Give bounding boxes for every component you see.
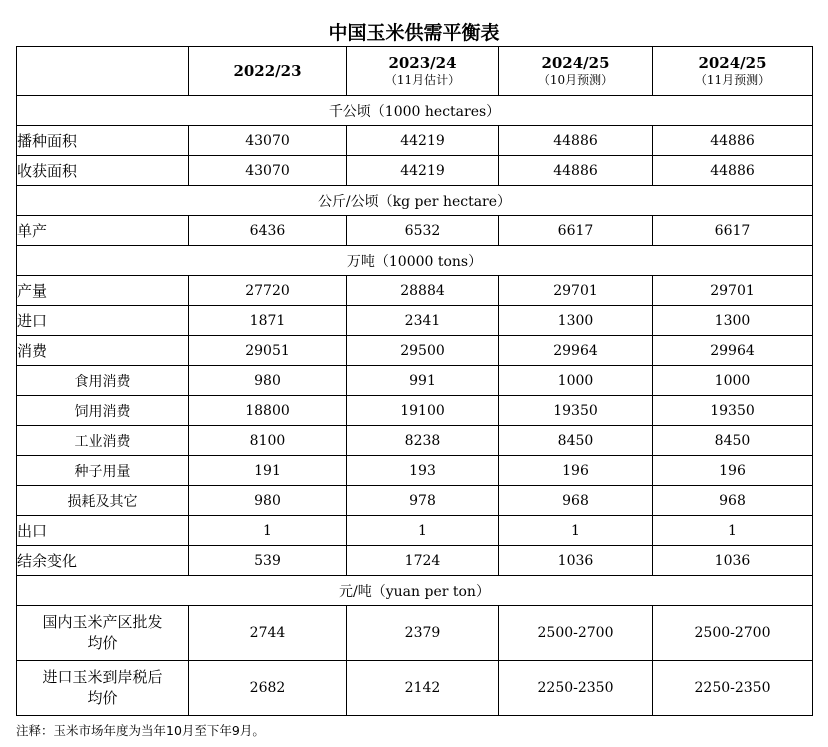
header-sub: （11月预测）: [694, 73, 771, 87]
row-label: 损耗及其它: [17, 486, 189, 516]
value-cell: 2500-2700: [499, 606, 653, 661]
table-row: [17, 366, 813, 396]
table-row: [17, 126, 813, 156]
value-cell: 44219: [347, 156, 499, 186]
value-cell: 2142: [347, 661, 499, 716]
value-cell: 980: [189, 366, 347, 396]
table-row: [17, 336, 813, 366]
unit-label: 元/吨（yuan per ton）: [17, 576, 813, 606]
value-cell: 1: [499, 516, 653, 546]
value-cell: 29964: [653, 336, 813, 366]
value-cell: 1000: [653, 366, 813, 396]
row-label: 进口: [17, 306, 189, 336]
value-cell: 980: [189, 486, 347, 516]
unit-label: 公斤/公顷（kg per hectare）: [17, 186, 813, 216]
value-cell: 991: [347, 366, 499, 396]
value-cell: 28884: [347, 276, 499, 306]
value-cell: 1036: [653, 546, 813, 576]
header-cell: [499, 47, 653, 96]
value-cell: 19350: [653, 396, 813, 426]
value-cell: 44219: [347, 126, 499, 156]
header-cell: [347, 47, 499, 96]
table-row: [17, 276, 813, 306]
value-cell: 29500: [347, 336, 499, 366]
row-label-line: 进口玉米到岸税后: [42, 668, 163, 686]
table-row: [17, 306, 813, 336]
row-label: 产量: [17, 276, 189, 306]
value-cell: 1036: [499, 546, 653, 576]
value-cell: 2744: [189, 606, 347, 661]
header-sub: （11月估计）: [384, 73, 461, 87]
row-label: 工业消费: [17, 426, 189, 456]
header-cell-blank: [17, 47, 189, 96]
row-label-line: 均价: [87, 634, 118, 652]
row-label: 消费: [17, 336, 189, 366]
header-cell: [653, 47, 813, 96]
header-year: 2024/25: [541, 54, 610, 72]
table-row: [17, 426, 813, 456]
value-cell: 1: [189, 516, 347, 546]
table-row: [17, 156, 813, 186]
unit-row: [17, 246, 813, 276]
value-cell: 2379: [347, 606, 499, 661]
row-label: 饲用消费: [17, 396, 189, 426]
value-cell: 8100: [189, 426, 347, 456]
value-cell: 6532: [347, 216, 499, 246]
footnote: 注释：玉米市场年度为当年10月至下年9月。: [16, 723, 265, 738]
value-cell: 6617: [653, 216, 813, 246]
value-cell: 2682: [189, 661, 347, 716]
value-cell: 29964: [499, 336, 653, 366]
value-cell: 27720: [189, 276, 347, 306]
header-cell: [189, 47, 347, 96]
value-cell: 968: [499, 486, 653, 516]
value-cell: 1000: [499, 366, 653, 396]
table-row: [17, 396, 813, 426]
row-label: [17, 661, 189, 716]
value-cell: 8450: [653, 426, 813, 456]
row-label: [17, 606, 189, 661]
value-cell: 29051: [189, 336, 347, 366]
unit-row: [17, 96, 813, 126]
header-year: 2022/23: [233, 61, 302, 80]
value-cell: 193: [347, 456, 499, 486]
unit-label: 千公顷（1000 hectares）: [17, 96, 813, 126]
row-label: 结余变化: [17, 546, 189, 576]
header-year: 2024/25: [698, 54, 767, 72]
table-row: [17, 661, 813, 716]
value-cell: 44886: [653, 156, 813, 186]
row-label: 收获面积: [17, 156, 189, 186]
value-cell: 196: [499, 456, 653, 486]
value-cell: 6436: [189, 216, 347, 246]
header-row: [17, 47, 813, 96]
row-label: 单产: [17, 216, 189, 246]
value-cell: 1724: [347, 546, 499, 576]
value-cell: 1: [653, 516, 813, 546]
value-cell: 8450: [499, 426, 653, 456]
unit-label: 万吨（10000 tons）: [17, 246, 813, 276]
value-cell: 18800: [189, 396, 347, 426]
row-label: 出口: [17, 516, 189, 546]
value-cell: 2500-2700: [653, 606, 813, 661]
value-cell: 43070: [189, 126, 347, 156]
value-cell: 1: [347, 516, 499, 546]
row-label-line: 国内玉米产区批发: [42, 613, 163, 631]
row-label: 播种面积: [17, 126, 189, 156]
row-label-line: 均价: [87, 689, 118, 707]
row-label: 种子用量: [17, 456, 189, 486]
value-cell: 1300: [499, 306, 653, 336]
value-cell: 43070: [189, 156, 347, 186]
unit-row: [17, 186, 813, 216]
value-cell: 2250-2350: [499, 661, 653, 716]
table-row: [17, 216, 813, 246]
table-body: [17, 96, 813, 716]
value-cell: 44886: [653, 126, 813, 156]
value-cell: 539: [189, 546, 347, 576]
table-row: [17, 516, 813, 546]
value-cell: 29701: [653, 276, 813, 306]
header-year: 2023/24: [388, 54, 457, 72]
value-cell: 1871: [189, 306, 347, 336]
table-row: [17, 486, 813, 516]
value-cell: 6617: [499, 216, 653, 246]
value-cell: 196: [653, 456, 813, 486]
value-cell: 2341: [347, 306, 499, 336]
value-cell: 44886: [499, 156, 653, 186]
header-sub: （10月预测）: [537, 73, 614, 87]
value-cell: 19100: [347, 396, 499, 426]
table-row: [17, 606, 813, 661]
value-cell: 8238: [347, 426, 499, 456]
value-cell: 2250-2350: [653, 661, 813, 716]
value-cell: 968: [653, 486, 813, 516]
value-cell: 191: [189, 456, 347, 486]
row-label: 食用消费: [17, 366, 189, 396]
table-title: 中国玉米供需平衡表: [328, 22, 500, 44]
value-cell: 19350: [499, 396, 653, 426]
table-row: [17, 456, 813, 486]
unit-row: [17, 576, 813, 606]
table-row: [17, 546, 813, 576]
value-cell: 1300: [653, 306, 813, 336]
value-cell: 29701: [499, 276, 653, 306]
value-cell: 978: [347, 486, 499, 516]
value-cell: 44886: [499, 126, 653, 156]
supply-demand-table: [16, 46, 813, 716]
